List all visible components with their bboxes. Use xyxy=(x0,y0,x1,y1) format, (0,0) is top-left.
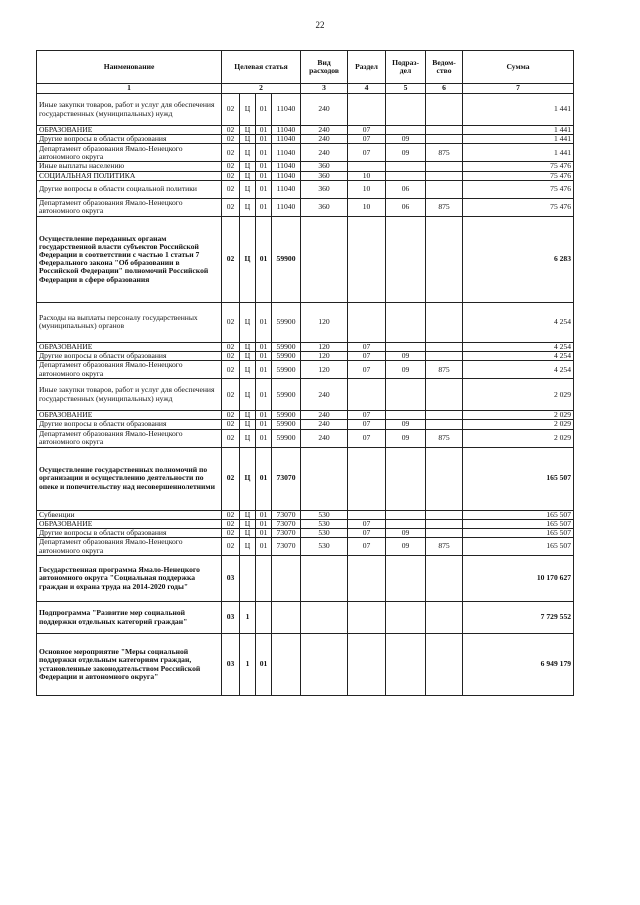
subsection-code xyxy=(386,634,426,696)
row-name: Субвенции xyxy=(37,510,222,519)
row-sum: 75 476 xyxy=(463,171,574,180)
target-code-program: 02 xyxy=(222,171,240,180)
expense-type-code: 360 xyxy=(301,198,348,216)
target-code-direction: 59900 xyxy=(272,361,301,379)
row-name: Департамент образования Ямало-Ненецкого автономного округа xyxy=(37,429,222,447)
target-code-direction: 11040 xyxy=(272,135,301,144)
subsection-code xyxy=(386,302,426,342)
row-sum: 6 283 xyxy=(463,216,574,302)
row-name: Департамент образования Ямало-Ненецкого автономного округа xyxy=(37,144,222,162)
department-code xyxy=(426,302,463,342)
target-code-direction: 59900 xyxy=(272,411,301,420)
table-row xyxy=(37,447,574,510)
department-code xyxy=(426,634,463,696)
subsection-code: 09 xyxy=(386,351,426,360)
target-code-activity: 01 xyxy=(256,411,272,420)
subsection-code xyxy=(386,556,426,602)
row-sum: 6 949 179 xyxy=(463,634,574,696)
target-code-subprogram: 1 xyxy=(240,634,256,696)
target-code-activity: 01 xyxy=(256,361,272,379)
department-code: 875 xyxy=(426,198,463,216)
subsection-code: 09 xyxy=(386,538,426,556)
section-code xyxy=(348,302,386,342)
row-sum: 10 170 627 xyxy=(463,556,574,602)
target-code-subprogram: Ц xyxy=(240,528,256,537)
expense-type-code xyxy=(301,216,348,302)
target-code-subprogram: Ц xyxy=(240,379,256,411)
header-department: Ведом-ство xyxy=(426,51,463,84)
target-code-program: 02 xyxy=(222,94,240,126)
subsection-code: 06 xyxy=(386,198,426,216)
expense-type-code xyxy=(301,634,348,696)
department-code xyxy=(426,171,463,180)
target-code-activity xyxy=(256,556,272,602)
target-code-program: 02 xyxy=(222,411,240,420)
row-sum: 165 507 xyxy=(463,510,574,519)
expense-type-code: 360 xyxy=(301,162,348,171)
target-code-activity: 01 xyxy=(256,162,272,171)
target-code-direction: 11040 xyxy=(272,198,301,216)
column-number: 1 xyxy=(37,84,222,94)
target-code-direction: 11040 xyxy=(272,94,301,126)
target-code-subprogram: Ц xyxy=(240,162,256,171)
row-name: Другие вопросы в области образования xyxy=(37,351,222,360)
department-code xyxy=(426,420,463,429)
table-row xyxy=(37,602,574,634)
expense-type-code: 120 xyxy=(301,351,348,360)
column-number: 2 xyxy=(222,84,301,94)
target-code-subprogram xyxy=(240,556,256,602)
expense-type-code: 240 xyxy=(301,411,348,420)
expense-type-code: 530 xyxy=(301,519,348,528)
section-code xyxy=(348,216,386,302)
table-row xyxy=(37,144,574,162)
row-name: Департамент образования Ямало-Ненецкого автономного округа xyxy=(37,538,222,556)
header-row xyxy=(37,51,574,84)
row-name: ОБРАЗОВАНИЕ xyxy=(37,126,222,135)
table-row xyxy=(37,180,574,198)
department-code xyxy=(426,556,463,602)
section-code: 07 xyxy=(348,519,386,528)
row-name: Подпрограмма "Развитие мер социальной поддержки отдельных категорий граждан" xyxy=(37,602,222,634)
subsection-code: 09 xyxy=(386,429,426,447)
target-code-subprogram: Ц xyxy=(240,198,256,216)
target-code-activity: 01 xyxy=(256,302,272,342)
subsection-code xyxy=(386,510,426,519)
section-code xyxy=(348,602,386,634)
target-code-direction: 11040 xyxy=(272,144,301,162)
department-code xyxy=(426,528,463,537)
header-expense-type: Вид расходов xyxy=(301,51,348,84)
row-sum: 165 507 xyxy=(463,519,574,528)
row-sum: 4 254 xyxy=(463,342,574,351)
subsection-code xyxy=(386,216,426,302)
table-row xyxy=(37,171,574,180)
table-row xyxy=(37,634,574,696)
target-code-subprogram: Ц xyxy=(240,510,256,519)
target-code-activity: 01 xyxy=(256,216,272,302)
section-code: 07 xyxy=(348,528,386,537)
table-row xyxy=(37,556,574,602)
target-code-program: 02 xyxy=(222,180,240,198)
table-row xyxy=(37,126,574,135)
header-sum: Сумма xyxy=(463,51,574,84)
department-code xyxy=(426,379,463,411)
section-code: 07 xyxy=(348,144,386,162)
table-row xyxy=(37,411,574,420)
row-name: Департамент образования Ямало-Ненецкого автономного округа xyxy=(37,361,222,379)
target-code-program: 02 xyxy=(222,162,240,171)
table-row xyxy=(37,361,574,379)
row-sum: 1 441 xyxy=(463,144,574,162)
target-code-direction: 73070 xyxy=(272,510,301,519)
target-code-direction: 59900 xyxy=(272,379,301,411)
section-code xyxy=(348,634,386,696)
target-code-activity: 01 xyxy=(256,351,272,360)
table-row xyxy=(37,135,574,144)
target-code-direction: 73070 xyxy=(272,447,301,510)
target-code-direction: 59900 xyxy=(272,351,301,360)
department-code xyxy=(426,162,463,171)
subsection-code: 09 xyxy=(386,144,426,162)
target-code-subprogram: Ц xyxy=(240,411,256,420)
target-code-direction: 11040 xyxy=(272,180,301,198)
subsection-code xyxy=(386,162,426,171)
target-code-activity: 01 xyxy=(256,144,272,162)
department-code: 875 xyxy=(426,361,463,379)
target-code-subprogram: Ц xyxy=(240,361,256,379)
target-code-subprogram: Ц xyxy=(240,538,256,556)
department-code xyxy=(426,216,463,302)
expense-type-code: 530 xyxy=(301,510,348,519)
target-code-activity: 01 xyxy=(256,420,272,429)
target-code-program: 02 xyxy=(222,351,240,360)
subsection-code: 09 xyxy=(386,420,426,429)
table-row xyxy=(37,198,574,216)
department-code xyxy=(426,342,463,351)
row-name: Другие вопросы в области образования xyxy=(37,528,222,537)
column-number: 5 xyxy=(386,84,426,94)
target-code-activity: 01 xyxy=(256,198,272,216)
department-code xyxy=(426,447,463,510)
expense-type-code: 240 xyxy=(301,135,348,144)
target-code-program: 02 xyxy=(222,126,240,135)
expense-type-code xyxy=(301,556,348,602)
row-sum: 75 476 xyxy=(463,180,574,198)
target-code-program: 03 xyxy=(222,634,240,696)
target-code-direction: 73070 xyxy=(272,519,301,528)
subsection-code: 09 xyxy=(386,135,426,144)
target-code-subprogram: Ц xyxy=(240,519,256,528)
budget-table xyxy=(36,50,574,696)
table-row xyxy=(37,302,574,342)
target-code-activity: 01 xyxy=(256,180,272,198)
subsection-code xyxy=(386,519,426,528)
table-row xyxy=(37,162,574,171)
target-code-direction: 59900 xyxy=(272,420,301,429)
row-sum: 165 507 xyxy=(463,538,574,556)
section-code: 07 xyxy=(348,135,386,144)
target-code-program: 03 xyxy=(222,556,240,602)
target-code-subprogram: Ц xyxy=(240,171,256,180)
section-code: 07 xyxy=(348,429,386,447)
department-code: 875 xyxy=(426,144,463,162)
subsection-code xyxy=(386,342,426,351)
target-code-program: 02 xyxy=(222,361,240,379)
department-code xyxy=(426,94,463,126)
target-code-direction: 11040 xyxy=(272,126,301,135)
row-name: Другие вопросы в области образования xyxy=(37,420,222,429)
target-code-program: 02 xyxy=(222,342,240,351)
expense-type-code: 240 xyxy=(301,144,348,162)
row-name: ОБРАЗОВАНИЕ xyxy=(37,519,222,528)
row-name: Другие вопросы в области социальной политики xyxy=(37,180,222,198)
target-code-direction xyxy=(272,634,301,696)
target-code-direction: 73070 xyxy=(272,528,301,537)
column-number-row xyxy=(37,84,574,94)
section-code: 07 xyxy=(348,420,386,429)
target-code-activity: 01 xyxy=(256,634,272,696)
row-name: Основное мероприятие "Меры социальной поддержки отдельным категориям граждан, установленные законодательством Российской Федерации и автономного округа" xyxy=(37,634,222,696)
target-code-direction: 73070 xyxy=(272,538,301,556)
target-code-activity: 01 xyxy=(256,538,272,556)
table-row xyxy=(37,216,574,302)
subsection-code: 06 xyxy=(386,180,426,198)
target-code-program: 02 xyxy=(222,510,240,519)
column-number: 4 xyxy=(348,84,386,94)
target-code-direction: 59900 xyxy=(272,216,301,302)
row-name: Осуществление государственных полномочий по организации и осуществлению деятельности по опеке и попечительству над несовершеннолетними xyxy=(37,447,222,510)
section-code xyxy=(348,162,386,171)
table-row xyxy=(37,510,574,519)
section-code: 07 xyxy=(348,126,386,135)
target-code-direction: 11040 xyxy=(272,171,301,180)
target-code-subprogram: Ц xyxy=(240,447,256,510)
section-code: 10 xyxy=(348,171,386,180)
target-code-subprogram: Ц xyxy=(240,94,256,126)
target-code-subprogram: Ц xyxy=(240,429,256,447)
target-code-program: 02 xyxy=(222,302,240,342)
target-code-activity: 01 xyxy=(256,379,272,411)
expense-type-code xyxy=(301,447,348,510)
subsection-code: 09 xyxy=(386,361,426,379)
section-code xyxy=(348,94,386,126)
department-code xyxy=(426,180,463,198)
expense-type-code: 530 xyxy=(301,538,348,556)
row-sum: 1 441 xyxy=(463,126,574,135)
table-row xyxy=(37,528,574,537)
target-code-subprogram: Ц xyxy=(240,420,256,429)
target-code-subprogram: Ц xyxy=(240,126,256,135)
target-code-program: 02 xyxy=(222,379,240,411)
target-code-program: 02 xyxy=(222,519,240,528)
target-code-activity: 01 xyxy=(256,528,272,537)
row-sum: 4 254 xyxy=(463,361,574,379)
section-code xyxy=(348,379,386,411)
header-target-article: Целевая статья xyxy=(222,51,301,84)
expense-type-code xyxy=(301,602,348,634)
target-code-activity: 01 xyxy=(256,429,272,447)
header-subsection: Подраз-дел xyxy=(386,51,426,84)
expense-type-code: 120 xyxy=(301,342,348,351)
target-code-activity: 01 xyxy=(256,510,272,519)
target-code-program: 02 xyxy=(222,538,240,556)
column-number: 6 xyxy=(426,84,463,94)
expense-type-code: 360 xyxy=(301,171,348,180)
expense-type-code: 240 xyxy=(301,420,348,429)
section-code: 07 xyxy=(348,351,386,360)
department-code: 875 xyxy=(426,429,463,447)
target-code-direction: 59900 xyxy=(272,342,301,351)
table-body xyxy=(37,94,574,696)
subsection-code xyxy=(386,411,426,420)
department-code: 875 xyxy=(426,538,463,556)
row-sum: 7 729 552 xyxy=(463,602,574,634)
row-sum: 165 507 xyxy=(463,447,574,510)
row-name: Иные закупки товаров, работ и услуг для обеспечения государственных (муниципальных) нужд xyxy=(37,94,222,126)
target-code-activity: 01 xyxy=(256,447,272,510)
target-code-activity: 01 xyxy=(256,342,272,351)
target-code-direction xyxy=(272,556,301,602)
page-number: 22 xyxy=(315,20,325,30)
column-number: 3 xyxy=(301,84,348,94)
row-sum: 2 029 xyxy=(463,429,574,447)
table-row xyxy=(37,94,574,126)
header-name: Наименование xyxy=(37,51,222,84)
target-code-subprogram: Ц xyxy=(240,351,256,360)
target-code-activity: 01 xyxy=(256,519,272,528)
target-code-direction: 59900 xyxy=(272,429,301,447)
section-code: 07 xyxy=(348,361,386,379)
subsection-code xyxy=(386,94,426,126)
subsection-code xyxy=(386,126,426,135)
row-name: Расходы на выплаты персоналу государственных (муниципальных) органов xyxy=(37,302,222,342)
section-code: 10 xyxy=(348,198,386,216)
section-code xyxy=(348,510,386,519)
row-sum: 75 476 xyxy=(463,162,574,171)
row-name: ОБРАЗОВАНИЕ xyxy=(37,342,222,351)
target-code-subprogram: Ц xyxy=(240,144,256,162)
target-code-program: 03 xyxy=(222,602,240,634)
row-sum: 75 476 xyxy=(463,198,574,216)
department-code xyxy=(426,519,463,528)
target-code-subprogram: Ц xyxy=(240,216,256,302)
target-code-direction xyxy=(272,602,301,634)
target-code-direction: 11040 xyxy=(272,162,301,171)
table-row xyxy=(37,519,574,528)
row-sum: 165 507 xyxy=(463,528,574,537)
target-code-program: 02 xyxy=(222,420,240,429)
row-name: Департамент образования Ямало-Ненецкого автономного округа xyxy=(37,198,222,216)
table-row xyxy=(37,538,574,556)
expense-type-code: 240 xyxy=(301,94,348,126)
table-row xyxy=(37,342,574,351)
row-name: ОБРАЗОВАНИЕ xyxy=(37,411,222,420)
department-code xyxy=(426,510,463,519)
column-number: 7 xyxy=(463,84,574,94)
section-code: 07 xyxy=(348,411,386,420)
target-code-activity: 01 xyxy=(256,135,272,144)
table-row xyxy=(37,379,574,411)
target-code-activity: 01 xyxy=(256,94,272,126)
target-code-program: 02 xyxy=(222,447,240,510)
row-sum: 2 029 xyxy=(463,379,574,411)
subsection-code: 09 xyxy=(386,528,426,537)
target-code-program: 02 xyxy=(222,528,240,537)
table-row xyxy=(37,429,574,447)
row-name: Осуществление переданных органам государственной власти субъектов Российской Федерации в соответствии с частью 1 статьи 7 Федерального закона "Об образовании в Российской Федерации" полномочий Российской Федерации в сфере образования xyxy=(37,216,222,302)
row-name: Иные выплаты населению xyxy=(37,162,222,171)
target-code-program: 02 xyxy=(222,429,240,447)
expense-type-code: 240 xyxy=(301,379,348,411)
department-code xyxy=(426,126,463,135)
expense-type-code: 530 xyxy=(301,528,348,537)
target-code-subprogram: Ц xyxy=(240,302,256,342)
target-code-program: 02 xyxy=(222,135,240,144)
row-name: Другие вопросы в области образования xyxy=(37,135,222,144)
target-code-program: 02 xyxy=(222,144,240,162)
target-code-activity: 01 xyxy=(256,171,272,180)
section-code xyxy=(348,556,386,602)
department-code xyxy=(426,135,463,144)
row-sum: 1 441 xyxy=(463,135,574,144)
row-sum: 1 441 xyxy=(463,94,574,126)
target-code-program: 02 xyxy=(222,198,240,216)
expense-type-code: 240 xyxy=(301,126,348,135)
target-code-direction: 59900 xyxy=(272,302,301,342)
target-code-subprogram: 1 xyxy=(240,602,256,634)
target-code-activity xyxy=(256,602,272,634)
department-code xyxy=(426,351,463,360)
target-code-program: 02 xyxy=(222,216,240,302)
subsection-code xyxy=(386,379,426,411)
department-code xyxy=(426,602,463,634)
row-sum: 4 254 xyxy=(463,351,574,360)
section-code: 07 xyxy=(348,538,386,556)
row-sum: 4 254 xyxy=(463,302,574,342)
row-name: СОЦИАЛЬНАЯ ПОЛИТИКА xyxy=(37,171,222,180)
table-row xyxy=(37,351,574,360)
target-code-subprogram: Ц xyxy=(240,135,256,144)
section-code: 07 xyxy=(348,342,386,351)
subsection-code xyxy=(386,602,426,634)
row-sum: 2 029 xyxy=(463,420,574,429)
row-name: Иные закупки товаров, работ и услуг для обеспечения государственных (муниципальных) нужд xyxy=(37,379,222,411)
section-code: 10 xyxy=(348,180,386,198)
department-code xyxy=(426,411,463,420)
expense-type-code: 240 xyxy=(301,429,348,447)
target-code-activity: 01 xyxy=(256,126,272,135)
table-row xyxy=(37,420,574,429)
subsection-code xyxy=(386,171,426,180)
target-code-subprogram: Ц xyxy=(240,342,256,351)
row-sum: 2 029 xyxy=(463,411,574,420)
section-code xyxy=(348,447,386,510)
subsection-code xyxy=(386,447,426,510)
expense-type-code: 120 xyxy=(301,361,348,379)
expense-type-code: 360 xyxy=(301,180,348,198)
header-section: Раздел xyxy=(348,51,386,84)
target-code-subprogram: Ц xyxy=(240,180,256,198)
expense-type-code: 120 xyxy=(301,302,348,342)
row-name: Государственная программа Ямало-Ненецкого автономного округа "Социальная поддержка граждан и охрана труда на 2014-2020 годы" xyxy=(37,556,222,602)
